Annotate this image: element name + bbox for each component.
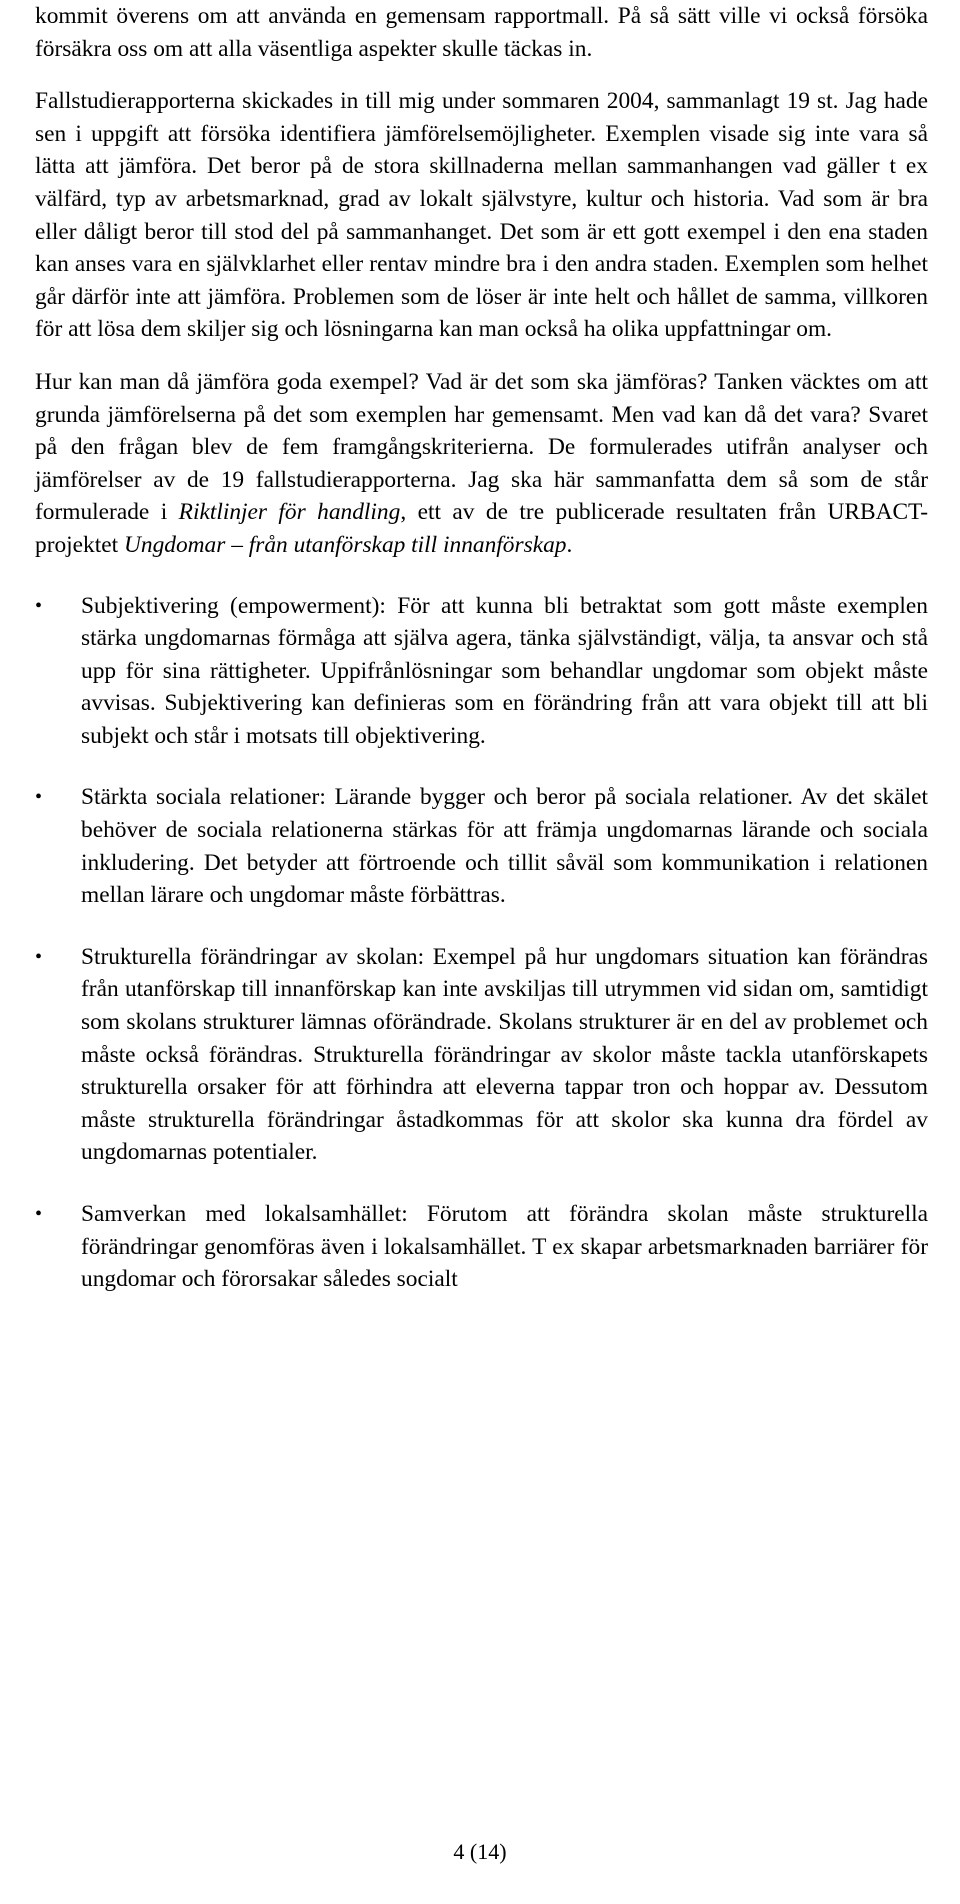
list-item — [35, 590, 928, 753]
list-item-text: Stärkta sociala relationer: Lärande bygger och beror på sociala relationer. Av det skälet behöver de sociala relationerna stärkas för att främja ungdomarnas lärande och sociala inkludering. Det betyder att förtroende och tillit såväl som kommunikation i relationen mellan lärare och ungdomar måste förbättras. — [81, 784, 928, 909]
paragraph-case-study-reports: Fallstudierapporterna skickades in till mig under sommaren 2004, sammanlagt 19 st. Jag hade sen i uppgift att försöka identifiera jämförelsemöjligheter. Exemplen visade sig inte vara så lätta att jämföra. Det beror på de stora skillnaderna mellan sammanhangen vad gäller t ex välfärd, typ av arbetsmarknad, grad av lokalt självstyre, kultur och historia. Vad som är bra eller dåligt beror till stod del på sammanhanget. Det som är ett gott exempel i den ena staden kan anses vara en självklarhet eller rentav mindre bra i den andra staden. Exemplen som helhet går därför inte att jämföra. Problemen som de löser är inte helt och hållet de samma, villkoren för att lösa dem skiljer sig och lösningarna kan man också ha olika uppfattningar om. — [35, 88, 928, 343]
list-item — [35, 941, 928, 1169]
italic-title-riktlinjer: Riktlinjer för handling — [178, 499, 401, 526]
paragraph-success-criteria-intro — [35, 366, 928, 562]
bullet-icon: • — [35, 786, 43, 809]
page-number: 4 (14) — [453, 1839, 507, 1864]
paragraph-spacer — [35, 562, 928, 590]
list-item — [35, 781, 928, 911]
paragraph-text: , ett av de tre publicerade resultaten från URBACT-projektet — [35, 499, 928, 558]
list-item-text: Samverkan med lokalsamhället: Förutom att förändra skolan måste strukturella förändringar genomföras även i lokalsamhället. T ex skapar arbetsmarknaden barriärer för ungdomar och förorsakar således socialt — [81, 1201, 928, 1293]
bullet-icon: • — [35, 594, 43, 617]
italic-title-ungdomar: Ungdomar – från utanförskap till innanförskap — [123, 531, 567, 558]
list-item — [35, 1198, 928, 1296]
bullet-icon: • — [35, 945, 43, 968]
list-item-text: Subjektivering (empowerment): För att kunna bli betraktat som gott måste exemplen stärka ungdomarnas förmåga att själva agera, tänka självständigt, välja, ta ansvar och stå upp för sina rättigheter. Uppifrånlösningar som behandlar ungdomar som objekt måste avvisas. Subjektivering kan definieras som en förändring från att vara objekt till att bli subjekt och står i motsats till objektivering. — [81, 592, 928, 749]
paragraph-report-template: kommit överens om att använda en gemensam rapportmall. På så sätt ville vi också försöka försäkra oss om att alla väsentliga aspekter skulle täckas in. — [35, 3, 928, 62]
bullet-icon: • — [35, 1203, 43, 1225]
success-criteria-list — [35, 590, 928, 1296]
paragraph-text: . — [566, 531, 573, 558]
paragraph-spacer — [35, 65, 928, 85]
document-body — [35, 0, 928, 1325]
paragraph-spacer — [35, 346, 928, 366]
list-item-text: Strukturella förändringar av skolan: Exempel på hur ungdomars situation kan förändras från utanförskap till innanförskap kan inte avskiljas till utrymmen vid sidan om, samtidigt som skolans strukturer lämnas oförändrade. Skolans strukturer är en del av problemet och måste också förändras. Strukturella förändringar av skolor måste tackla utanförskapets strukturella orsaker för att förhindra att eleverna tappar tron och hoppar av. Dessutom måste strukturella förändringar åstadkommas för att skolor ska kunna dra fördel av ungdomarnas potentialer. — [81, 943, 928, 1166]
paragraph-text: Hur kan man då jämföra goda exempel? Vad är det som ska jämföras? Tanken väcktes om att grunda jämförelserna på det som exemplen har gemensamt. Men vad kan då det vara? Svaret på den frågan blev de fem framgångskriterierna. De formulerades utifrån analyser och jämförelser av de 19 fallstudierapporterna. Jag ska här sammanfatta dem så som de står formulerade i — [35, 368, 928, 526]
